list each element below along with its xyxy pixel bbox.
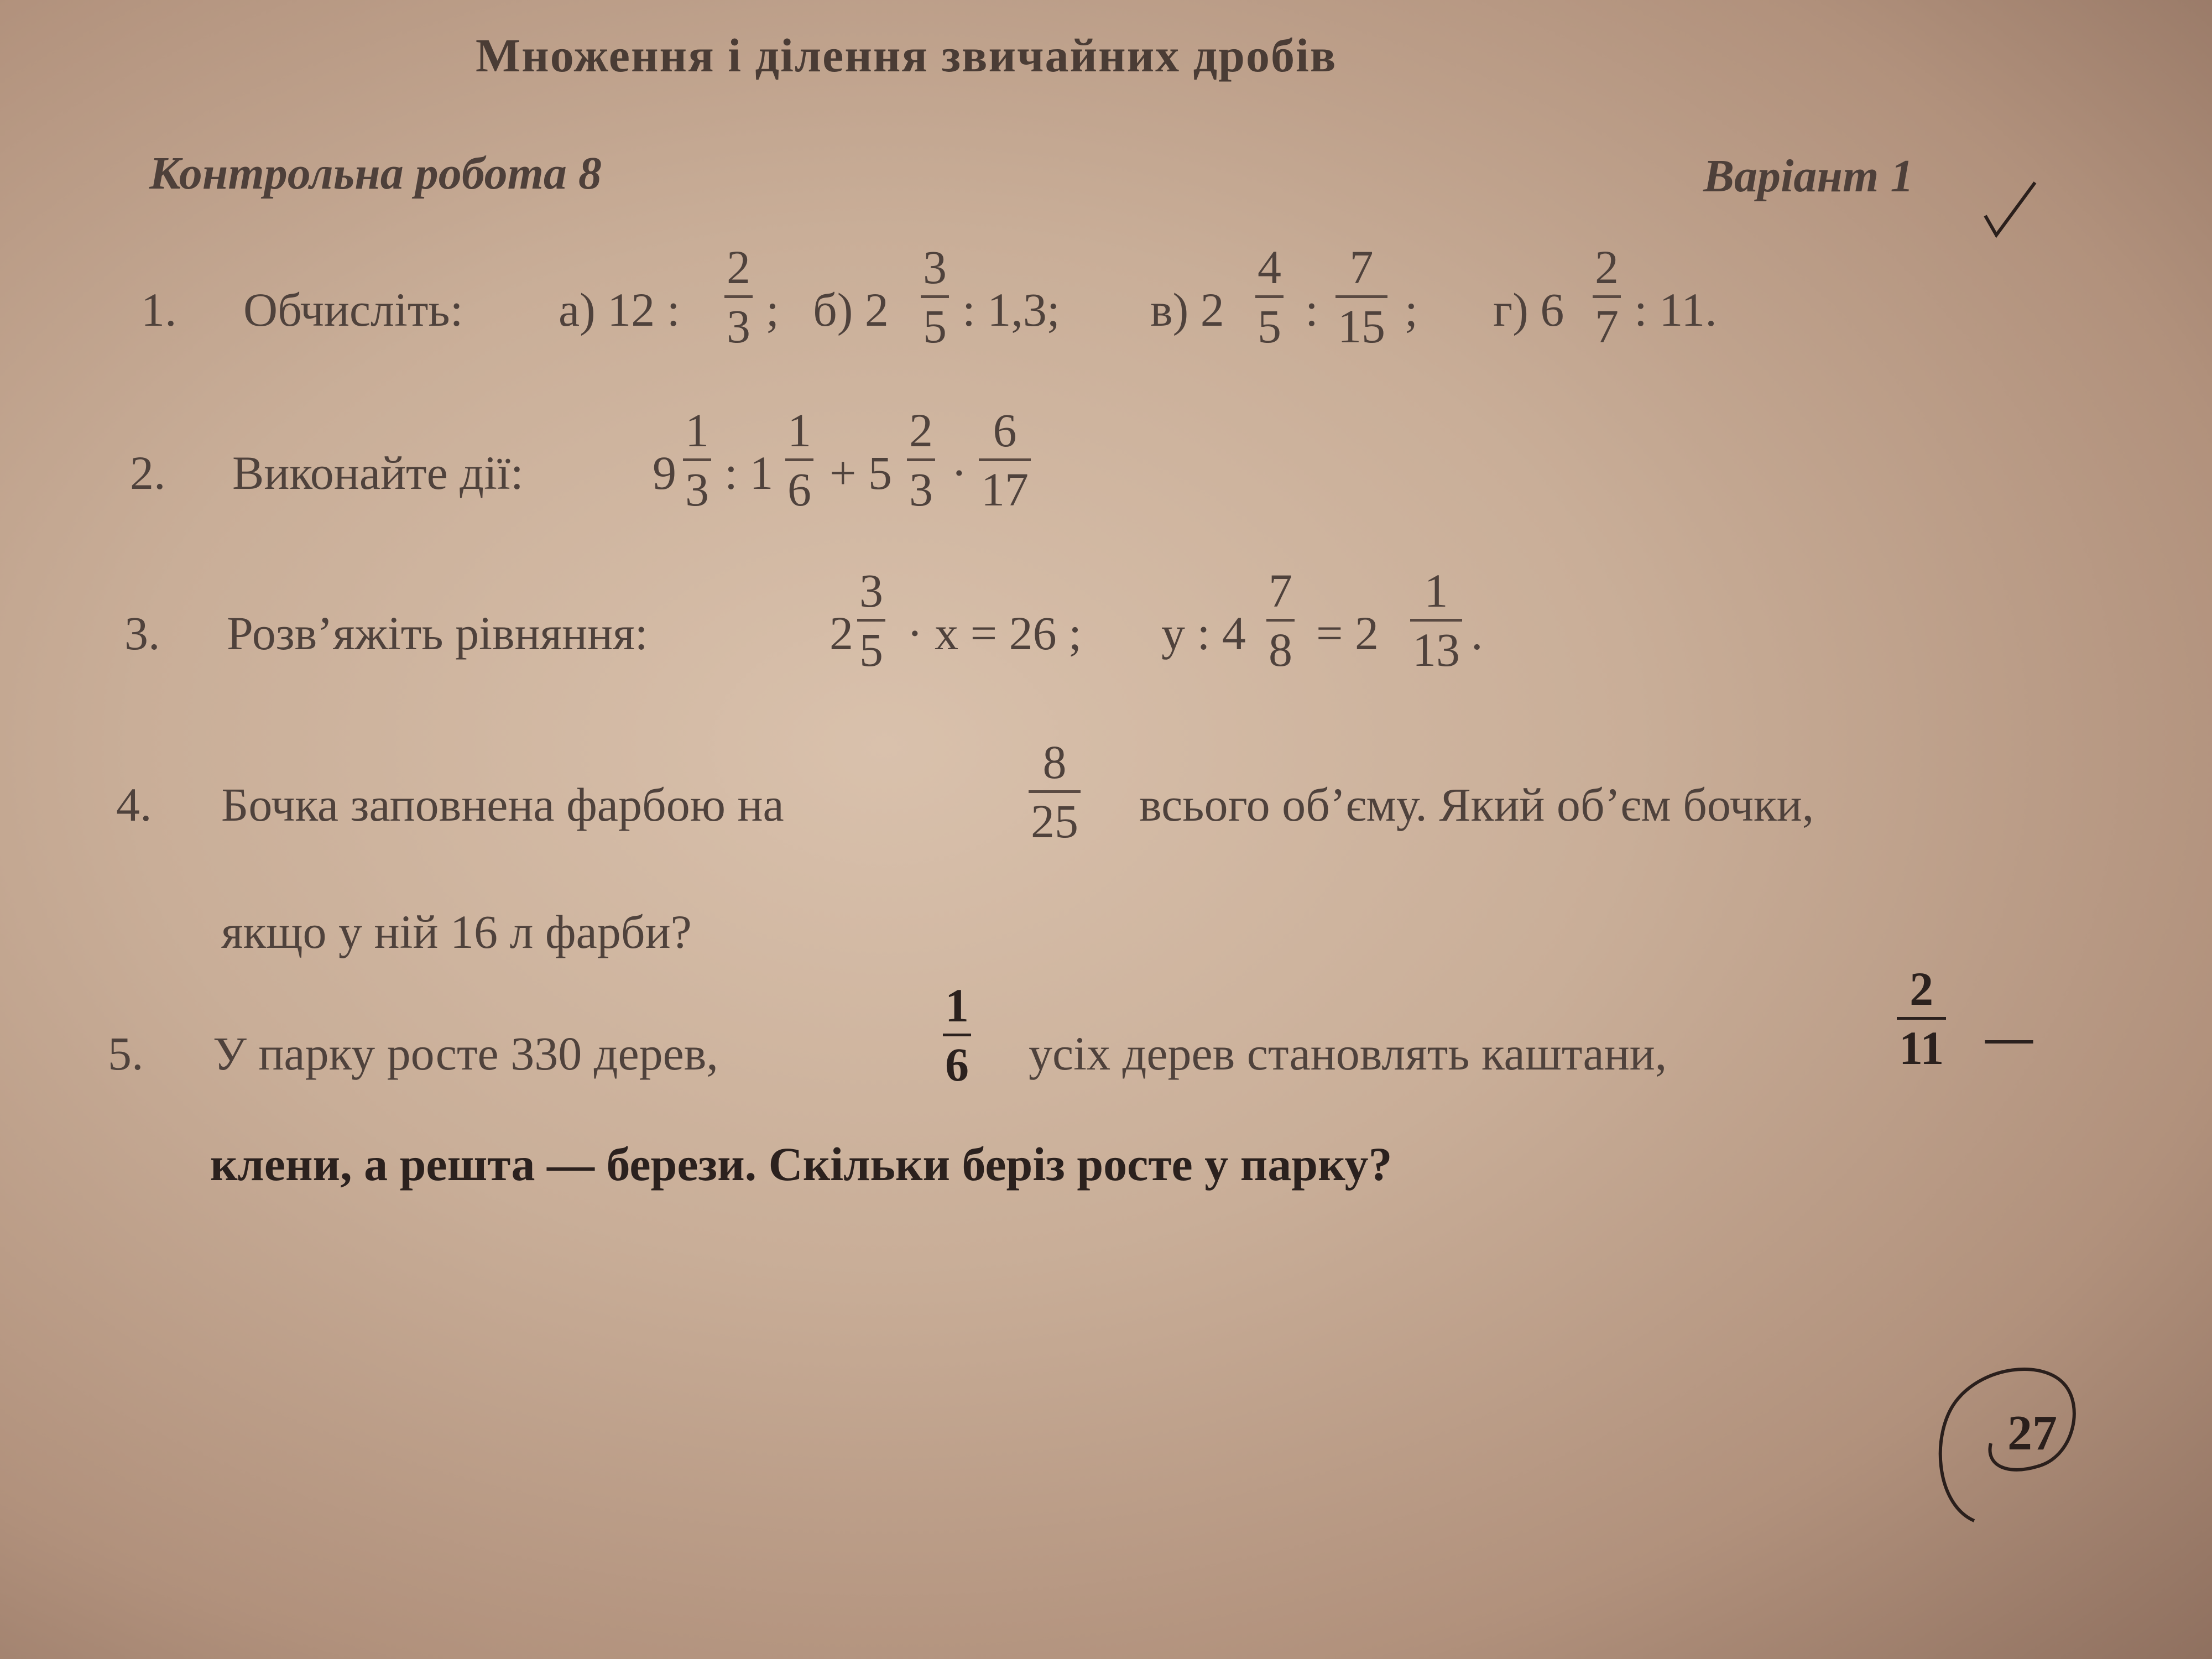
numerator: 1 [787, 404, 811, 457]
task-1g-prefix: г) 6 [1493, 283, 1564, 336]
task-1a-suffix: ; [766, 283, 779, 336]
fraction-bar [785, 458, 813, 461]
task-2-operator-2: + 5 [830, 446, 893, 499]
task-3-eq2-mid: = 2 [1316, 607, 1379, 660]
task-4-text-a: Бочка заповнена фарбою на [221, 778, 784, 831]
task-4-text-line2: якщо у ній 16 л фарби? [221, 905, 692, 958]
numerator: 2 [727, 241, 750, 294]
task-2-whole-1: 9 [653, 446, 676, 499]
denominator: 7 [1595, 300, 1619, 353]
test-title: Контрольна робота 8 [149, 148, 602, 199]
task-3-eq2-fraction-1 [1266, 564, 1295, 676]
task-1-number: 1. [141, 283, 177, 336]
task-3-label: Розв’яжіть рівняння: [227, 607, 648, 660]
task-1-label: Обчисліть: [243, 283, 463, 336]
denominator: 5 [1258, 300, 1281, 353]
fraction-bar [1410, 619, 1462, 622]
task-3-eq2-prefix: y : 4 [1161, 607, 1246, 660]
numerator: 2 [1595, 241, 1619, 294]
task-1g-fraction [1593, 241, 1621, 353]
task-4-fraction [1029, 735, 1081, 848]
task-1v-fraction-1 [1255, 241, 1284, 353]
fraction-bar [857, 619, 885, 622]
numerator: 2 [1910, 962, 1934, 1015]
task-5-dash: — [1985, 1010, 2033, 1063]
numerator: 3 [923, 241, 947, 294]
fraction-bar [1593, 295, 1621, 298]
task-2-label: Виконайте дії: [232, 446, 524, 499]
denominator: 3 [685, 463, 709, 516]
task-2-number: 2. [130, 446, 166, 499]
task-1b-fraction [921, 241, 949, 353]
denominator: 17 [981, 463, 1029, 516]
numerator: 1 [1424, 564, 1448, 617]
fraction-bar [1029, 790, 1081, 793]
task-5-text-b: усіх дерев становлять каштани, [1029, 1027, 1667, 1080]
denominator: 3 [727, 300, 750, 353]
task-1a-fraction [724, 241, 753, 353]
task-3-eq2-end: . [1471, 607, 1483, 660]
task-3-eq2-fraction-2 [1410, 564, 1462, 676]
task-1b-suffix: : 1,3; [962, 283, 1060, 336]
fraction-bar [943, 1034, 971, 1036]
checkmark-icon [1980, 177, 2041, 243]
denominator: 5 [923, 300, 947, 353]
task-5-text-line2: клени, а решта — берези. Скільки беріз росте у парку? [210, 1138, 1392, 1191]
numerator: 7 [1349, 241, 1374, 294]
task-2-fraction-1 [683, 404, 711, 516]
task-5-number: 5. [108, 1027, 144, 1080]
task-1v-prefix: в) 2 [1150, 283, 1224, 336]
denominator: 3 [909, 463, 933, 516]
task-1v-suffix: ; [1405, 283, 1418, 336]
numerator: 7 [1269, 564, 1292, 617]
denominator: 6 [945, 1038, 969, 1091]
numerator: 3 [859, 564, 883, 617]
denominator: 13 [1412, 623, 1460, 676]
denominator: 8 [1269, 623, 1292, 676]
task-2-operator-1: : 1 [724, 446, 774, 499]
task-5-text-a: У парку росте 330 дерев, [213, 1027, 718, 1080]
fraction-bar [1255, 295, 1284, 298]
task-3-eq1-whole: 2 [830, 607, 853, 660]
denominator: 11 [1899, 1021, 1944, 1074]
task-1a-prefix: а) 12 : [559, 283, 680, 336]
denominator: 6 [787, 463, 811, 516]
task-3-eq1-rest: · x = 26 ; [907, 607, 1082, 660]
page-title: Множення і ділення звичайних дробів [476, 29, 1337, 82]
variant-label: Варіант 1 [1703, 150, 1914, 202]
task-1v-fraction-2 [1335, 241, 1387, 353]
task-5-fraction-2 [1897, 962, 1946, 1074]
task-2-fraction-4 [979, 404, 1031, 516]
fraction-bar [724, 295, 753, 298]
denominator: 15 [1338, 300, 1385, 353]
task-3-eq1-fraction [857, 564, 885, 676]
numerator: 6 [993, 404, 1017, 457]
fraction-bar [1335, 295, 1387, 298]
fraction-bar [907, 458, 935, 461]
fraction-bar [921, 295, 949, 298]
denominator: 25 [1031, 795, 1078, 848]
task-5-fraction-1 [943, 979, 971, 1091]
task-4-number: 4. [116, 778, 152, 831]
fraction-bar [979, 458, 1031, 461]
task-2-operator-3: · [951, 446, 967, 499]
fraction-bar [1897, 1017, 1946, 1020]
task-4-text-b: всього об’єму. Який об’єм бочки, [1139, 778, 1814, 831]
task-1v-operator: : [1305, 283, 1318, 336]
page-number: 27 [2007, 1406, 2057, 1460]
task-3-number: 3. [124, 607, 160, 660]
fraction-bar [1266, 619, 1295, 622]
denominator: 5 [859, 623, 883, 676]
numerator: 4 [1258, 241, 1281, 294]
numerator: 2 [909, 404, 933, 457]
numerator: 1 [945, 979, 969, 1032]
numerator: 8 [1042, 735, 1067, 789]
fraction-bar [683, 458, 711, 461]
task-1g-suffix: : 11. [1634, 283, 1717, 336]
task-1b-prefix: б) 2 [813, 283, 889, 336]
task-2-fraction-3 [907, 404, 935, 516]
numerator: 1 [685, 404, 709, 457]
task-2-fraction-2 [785, 404, 813, 516]
